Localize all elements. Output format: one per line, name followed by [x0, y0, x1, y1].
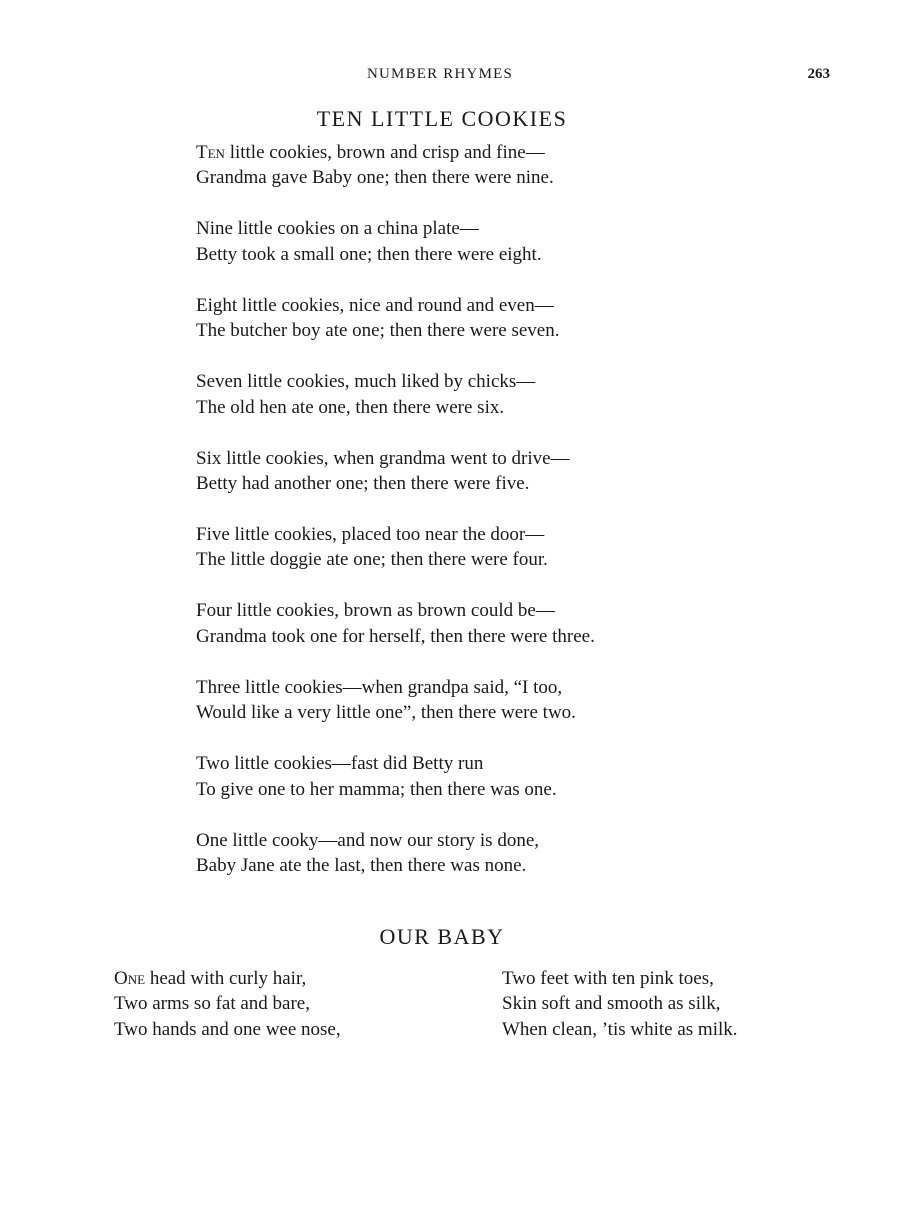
poem-line: Seven little cookies, much liked by chicks— — [196, 371, 536, 393]
stanza — [196, 216, 796, 292]
poem-ten-little-cookies — [196, 140, 796, 904]
poem-line: Would like a very little one”, then there were two. — [196, 702, 576, 724]
poem-line: Baby Jane ate the last, then there was none. — [196, 854, 527, 876]
poem-line: Grandma gave Baby one; then there were nine. — [196, 167, 554, 189]
poem-line: Five little cookies, placed too near the door— — [196, 523, 545, 545]
poem-line: To give one to her mamma; then there was one. — [196, 778, 557, 800]
poem-title-ten-little-cookies: TEN LITTLE COOKIES — [316, 106, 568, 131]
poem-line — [196, 140, 796, 165]
poem-line: Two feet with ten pink toes, — [502, 968, 714, 989]
stanza — [196, 598, 796, 674]
drop-word: Ten — [196, 142, 225, 163]
page-number: 263 — [807, 66, 830, 82]
poem-line: The old hen ate one, then there were six. — [196, 396, 505, 418]
stanza — [196, 369, 796, 445]
poem-line: When clean, ’tis white as milk. — [502, 1018, 738, 1040]
stanza — [196, 293, 796, 369]
poem-line: Nine little cookies on a china plate— — [196, 218, 479, 240]
drop-word: One — [114, 968, 146, 989]
stanza — [196, 446, 796, 522]
poem-line: Two little cookies—fast did Betty run — [196, 753, 484, 775]
poem-line: Betty took a small one; then there were eight. — [196, 243, 542, 265]
stanza — [196, 522, 796, 598]
line-text: little cookies, brown and crisp and fine— — [224, 142, 545, 163]
poem-line: Three little cookies—when grandpa said, “I too, — [196, 676, 563, 698]
poem-line: One little cooky—and now our story is done, — [196, 829, 540, 851]
running-head: NUMBER RHYMES — [366, 66, 514, 82]
stanza — [196, 675, 796, 751]
poem-line: Two hands and one wee nose, — [114, 1018, 341, 1040]
line-text: head with curly hair, — [145, 968, 307, 989]
stanza — [196, 828, 796, 904]
poem-line — [114, 966, 444, 991]
poem-line: Six little cookies, when grandma went to drive— — [196, 447, 570, 469]
stanza — [196, 751, 796, 827]
poem-line: Betty had another one; then there were five. — [196, 472, 530, 494]
our-baby-right-column — [502, 966, 832, 1042]
poem-line: Two arms so fat and bare, — [114, 993, 310, 1015]
poem-line: Eight little cookies, nice and round and even— — [196, 294, 554, 316]
poem-line: Grandma took one for herself, then there were three. — [196, 625, 595, 647]
stanza — [196, 140, 796, 216]
poem-title-our-baby: OUR BABY — [379, 924, 505, 949]
poem-line: The little doggie ate one; then there were four. — [196, 549, 548, 571]
our-baby-left-column — [114, 966, 444, 1042]
poem-line: Skin soft and smooth as silk, — [502, 993, 721, 1015]
poem-line: Four little cookies, brown as brown could be— — [196, 600, 555, 622]
poem-line: The butcher boy ate one; then there were seven. — [196, 320, 560, 342]
